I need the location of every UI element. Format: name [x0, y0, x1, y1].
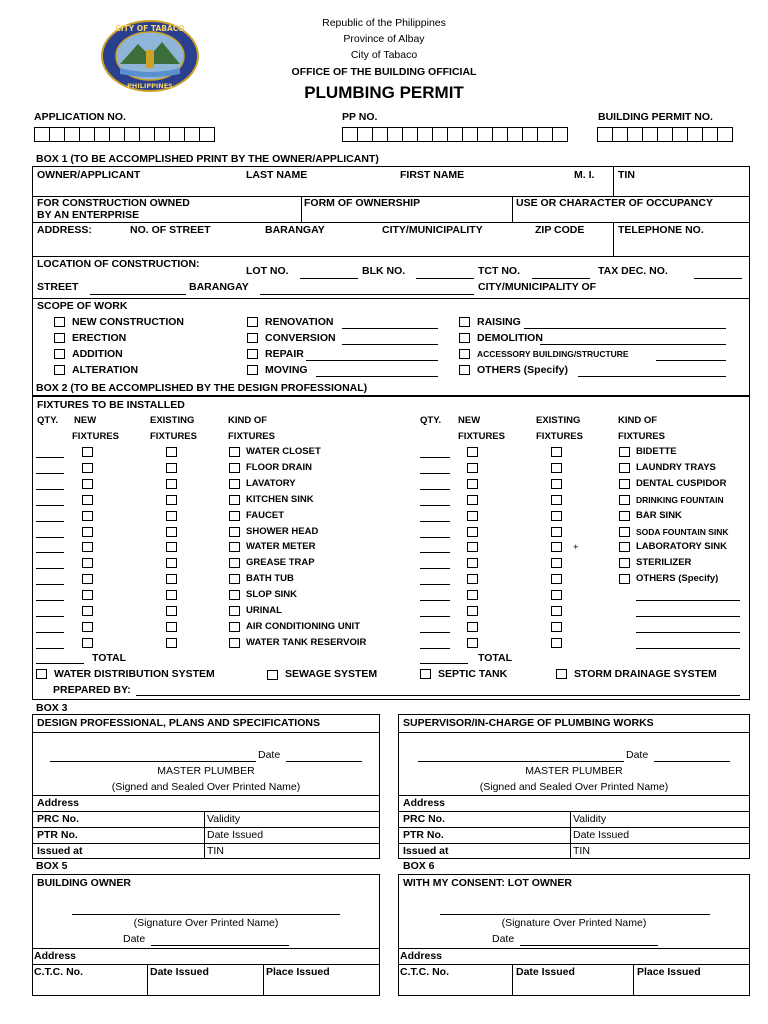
kind-fixture-checkbox-right[interactable] [619, 479, 630, 489]
kind-fixture-checkbox-left[interactable] [229, 447, 240, 457]
qty-field-right[interactable] [420, 521, 450, 522]
plus-mark: + [573, 542, 579, 553]
page-title: PLUMBING PERMIT [304, 83, 464, 102]
erection-checkbox[interactable] [54, 333, 65, 343]
fixtures-heading: FIXTURES TO BE INSTALLED [37, 399, 185, 411]
prepared-by-label: PREPARED BY: [53, 684, 131, 696]
barangay2-label: BARANGAY [189, 281, 249, 293]
box5-date-issued: Date Issued [150, 966, 209, 978]
existing-fixture-checkbox-left[interactable] [166, 511, 177, 521]
kind-fixture-checkbox-left[interactable] [229, 590, 240, 600]
box3-left-title: DESIGN PROFESSIONAL, PLANS AND SPECIFICATIONS [37, 717, 320, 729]
kind-fixture-checkbox-left[interactable] [229, 574, 240, 584]
tct-no-label: TCT NO. [478, 265, 520, 277]
fixture-label-right: SODA FOUNTAIN SINK [636, 527, 729, 537]
qty-field-right[interactable] [420, 616, 450, 617]
existing-fixture-checkbox-left[interactable] [166, 542, 177, 552]
new-fixture-checkbox-left[interactable] [82, 622, 93, 632]
storm-drainage-checkbox[interactable] [556, 669, 567, 679]
fixture-label-right: BIDETTE [636, 446, 677, 457]
fixture-label-left: WATER METER [246, 541, 316, 552]
box5-title: BUILDING OWNER [37, 877, 131, 889]
box3-right-signed-sealed: (Signed and Sealed Over Printed Name) [479, 781, 669, 793]
kind-fixture-checkbox-left[interactable] [229, 542, 240, 552]
box3-right-prc: PRC No. [403, 813, 445, 825]
fixture-label-left: URINAL [246, 605, 282, 616]
box6-place-issued: Place Issued [637, 966, 701, 978]
qty-field-right[interactable] [420, 537, 450, 538]
blk-no-field[interactable] [416, 278, 474, 279]
new-fixture-checkbox-right[interactable] [467, 463, 478, 473]
box3-right-validity: Validity [573, 813, 607, 825]
barangay2-field[interactable] [260, 294, 474, 295]
existing-fixture-checkbox-right[interactable] [551, 527, 562, 537]
new-fixture-checkbox-left[interactable] [82, 542, 93, 552]
existing-fixture-checkbox-left[interactable] [166, 638, 177, 648]
qty-field-left[interactable] [36, 600, 64, 601]
septic-tank-label: SEPTIC TANK [438, 668, 508, 680]
qty-field-right[interactable] [420, 632, 450, 633]
new-fixture-checkbox-left[interactable] [82, 495, 93, 505]
qty-field-right[interactable] [420, 552, 450, 553]
box5-ctc-no: C.T.C. No. [34, 966, 83, 978]
existing-fixture-checkbox-left[interactable] [166, 495, 177, 505]
new-fixture-checkbox-right[interactable] [467, 527, 478, 537]
qty-field-left[interactable] [36, 537, 64, 538]
box3-left-validity: Validity [207, 813, 241, 825]
box3-left-prc: PRC No. [37, 813, 79, 825]
lot-no-label: LOT NO. [246, 265, 289, 277]
kind-fixture-checkbox-right[interactable] [619, 558, 630, 568]
box3-right-issued-at: Issued at [403, 845, 449, 857]
header-republic: Republic of the Philippines [322, 17, 446, 29]
box5-sig-label: (Signature Over Printed Name) [133, 917, 279, 929]
existing-fixture-checkbox-right[interactable] [551, 558, 562, 568]
street-label: STREET [37, 281, 79, 293]
qty-field-left[interactable] [36, 584, 64, 585]
box5-address: Address [34, 950, 77, 962]
fixture-label-right: OTHERS (Specify) [636, 573, 719, 584]
new-fixture-checkbox-right[interactable] [467, 590, 478, 600]
qty-header-right: QTY. [420, 415, 442, 426]
location-label: LOCATION OF CONSTRUCTION: [37, 258, 200, 270]
qty-field-right[interactable] [420, 568, 450, 569]
box2-heading: BOX 2 (TO BE ACCOMPLISHED BY THE DESIGN PROFESSIONAL) [36, 382, 368, 394]
barangay-label: BARANGAY [265, 224, 325, 236]
header-city: City of Tabaco [350, 49, 418, 61]
kind-fixture-checkbox-right[interactable] [619, 574, 630, 584]
qty-field-left[interactable] [36, 568, 64, 569]
box5-signature-field[interactable] [72, 914, 340, 915]
box3-right-master-plumber: MASTER PLUMBER [525, 765, 623, 777]
kind-fixture-checkbox-left[interactable] [229, 527, 240, 537]
existing-fixture-checkbox-right[interactable] [551, 511, 562, 521]
fixture-label-left: BATH TUB [246, 573, 294, 584]
fixture-label-left: SHOWER HEAD [246, 526, 319, 537]
existing-header-left: EXISTING [150, 415, 195, 426]
new-fixture-checkbox-right[interactable] [467, 447, 478, 457]
new-header-right: NEW [458, 415, 481, 426]
qty-field-left[interactable] [36, 473, 64, 474]
kind-fixture-checkbox-left[interactable] [229, 622, 240, 632]
other-fixture-field-right[interactable] [636, 600, 740, 601]
moving-checkbox[interactable] [247, 365, 258, 375]
box5-heading: BOX 5 [36, 860, 68, 872]
qty-field-left[interactable] [36, 521, 64, 522]
box3-left-signed-sealed: (Signed and Sealed Over Printed Name) [111, 781, 301, 793]
box6-date-label: Date [492, 933, 515, 945]
qty-field-right[interactable] [420, 584, 450, 585]
box3-left-tin: TIN [207, 845, 224, 857]
kind-fixture-checkbox-right[interactable] [619, 495, 630, 505]
demolition-field[interactable] [540, 344, 726, 345]
box3-heading: BOX 3 [36, 702, 68, 714]
qty-header-left: QTY. [37, 415, 59, 426]
fixture-label-left: LAVATORY [246, 478, 296, 489]
new-fixture-checkbox-right[interactable] [467, 542, 478, 552]
new-fixture-checkbox-left[interactable] [82, 606, 93, 616]
existing-fixtures-header-left: FIXTURES [150, 431, 197, 442]
existing-fixture-checkbox-right[interactable] [551, 622, 562, 632]
new-construction-label: NEW CONSTRUCTION [72, 316, 184, 328]
box6-title: WITH MY CONSENT: LOT OWNER [403, 877, 572, 889]
existing-fixture-checkbox-left[interactable] [166, 590, 177, 600]
seal-icon [100, 20, 200, 92]
pp-no-label: PP NO. [342, 111, 378, 123]
fixture-label-left: AIR CONDITIONING UNIT [246, 621, 360, 632]
box3-right-date-issued: Date Issued [573, 829, 630, 841]
box3-left-issued-at: Issued at [37, 845, 83, 857]
new-fixtures-header-left: FIXTURES [72, 431, 119, 442]
repair-checkbox[interactable] [247, 349, 258, 359]
new-fixture-checkbox-left[interactable] [82, 463, 93, 473]
kind-fixture-checkbox-left[interactable] [229, 479, 240, 489]
box3-right-address: Address [403, 797, 446, 809]
new-fixture-checkbox-right[interactable] [467, 495, 478, 505]
new-header-left: NEW [74, 415, 97, 426]
fixture-label-right: DENTAL CUSPIDOR [636, 478, 727, 489]
fixture-label-left: GREASE TRAP [246, 557, 315, 568]
repair-label: REPAIR [265, 348, 304, 360]
tax-dec-label: TAX DEC. NO. [598, 265, 668, 277]
application-no-boxes[interactable] [34, 127, 214, 142]
city-municipality-label: CITY/MUNICIPALITY [382, 224, 483, 236]
new-construction-checkbox[interactable] [54, 317, 65, 327]
addition-checkbox[interactable] [54, 349, 65, 359]
demolition-checkbox[interactable] [459, 333, 470, 343]
qty-field-left[interactable] [36, 505, 64, 506]
box3-right-tin: TIN [573, 845, 590, 857]
fixture-label-left: FAUCET [246, 510, 284, 521]
existing-fixture-checkbox-left[interactable] [166, 574, 177, 584]
existing-fixture-checkbox-left[interactable] [166, 606, 177, 616]
kind-fixture-checkbox-left[interactable] [229, 606, 240, 616]
existing-fixture-checkbox-right[interactable] [551, 590, 562, 600]
box3-left-ptr: PTR No. [37, 829, 78, 841]
other-fixture-field-right[interactable] [636, 632, 740, 633]
existing-fixture-checkbox-right[interactable] [551, 463, 562, 473]
box5-date-field[interactable] [151, 945, 289, 946]
raising-field[interactable] [524, 328, 726, 329]
building-permit-no-boxes[interactable] [597, 127, 732, 142]
existing-header-right: EXISTING [536, 415, 581, 426]
new-fixture-checkbox-right[interactable] [467, 606, 478, 616]
alteration-label: ALTERATION [72, 364, 139, 376]
raising-label: RAISING [477, 316, 521, 328]
existing-fixture-checkbox-left[interactable] [166, 479, 177, 489]
accessory-field[interactable] [656, 360, 726, 361]
tin-label: TIN [618, 169, 635, 181]
for-construction-label-1: FOR CONSTRUCTION OWNED [37, 197, 190, 209]
moving-label: MOVING [265, 364, 308, 376]
tax-dec-field[interactable] [694, 278, 742, 279]
existing-fixtures-header-right: FIXTURES [536, 431, 583, 442]
kind-fixtures-header-left: FIXTURES [228, 431, 275, 442]
box6-date-issued: Date Issued [516, 966, 575, 978]
qty-field-left[interactable] [36, 616, 64, 617]
qty-field-left[interactable] [36, 648, 64, 649]
kind-header-left: KIND OF [228, 415, 268, 426]
alteration-checkbox[interactable] [54, 365, 65, 375]
renovation-label: RENOVATION [265, 316, 334, 328]
qty-field-left[interactable] [36, 489, 64, 490]
new-fixture-checkbox-left[interactable] [82, 590, 93, 600]
box6-sig-label: (Signature Over Printed Name) [501, 917, 647, 929]
fixture-label-right: LABORATORY SINK [636, 541, 727, 552]
fixture-label-left: SLOP SINK [246, 589, 298, 600]
box3-left-signature-field[interactable] [50, 761, 256, 762]
raising-checkbox[interactable] [459, 317, 470, 327]
new-fixture-checkbox-left[interactable] [82, 527, 93, 537]
box3-left-master-plumber: MASTER PLUMBER [157, 765, 255, 777]
box3-right-ptr: PTR No. [403, 829, 444, 841]
box3-right-title: SUPERVISOR/IN-CHARGE OF PLUMBING WORKS [403, 717, 654, 729]
box6-date-field[interactable] [520, 945, 658, 946]
sewage-system-label: SEWAGE SYSTEM [285, 668, 378, 680]
prepared-by-field[interactable] [136, 695, 740, 696]
qty-field-right[interactable] [420, 489, 450, 490]
qty-field-left[interactable] [36, 552, 64, 553]
existing-fixture-checkbox-right[interactable] [551, 447, 562, 457]
mi-label: M. I. [574, 169, 595, 181]
box3-right-date-field[interactable] [654, 761, 730, 762]
storm-drainage-label: STORM DRAINAGE SYSTEM [574, 668, 717, 680]
existing-fixture-checkbox-right[interactable] [551, 495, 562, 505]
renovation-field[interactable] [342, 328, 438, 329]
septic-tank-checkbox[interactable] [420, 669, 431, 679]
existing-fixture-checkbox-right[interactable] [551, 638, 562, 648]
kind-fixture-checkbox-right[interactable] [619, 463, 630, 473]
box5-date-label: Date [123, 933, 146, 945]
new-fixture-checkbox-left[interactable] [82, 479, 93, 489]
accessory-checkbox[interactable] [459, 349, 470, 359]
conversion-checkbox[interactable] [247, 333, 258, 343]
existing-fixture-checkbox-right[interactable] [551, 479, 562, 489]
others-scope-label: OTHERS (Specify) [477, 364, 569, 376]
new-fixtures-header-right: FIXTURES [458, 431, 505, 442]
blk-no-label: BLK NO. [362, 265, 406, 277]
new-fixture-checkbox-left[interactable] [82, 511, 93, 521]
total-right-field[interactable] [420, 663, 468, 664]
new-fixture-checkbox-right[interactable] [467, 638, 478, 648]
fixture-label-right: DRINKING FOUNTAIN [636, 495, 724, 505]
box3-left-address: Address [37, 797, 80, 809]
first-name-label: FIRST NAME [400, 169, 465, 181]
form-of-ownership-label: FORM OF OWNERSHIP [304, 197, 421, 209]
for-construction-label-2: BY AN ENTERPRISE [37, 209, 140, 221]
kind-fixture-checkbox-left[interactable] [229, 638, 240, 648]
new-fixture-checkbox-right[interactable] [467, 479, 478, 489]
others-scope-field[interactable] [578, 376, 726, 377]
kind-fixture-checkbox-left[interactable] [229, 495, 240, 505]
kind-fixture-checkbox-right[interactable] [619, 511, 630, 521]
conversion-field[interactable] [342, 344, 438, 345]
qty-field-right[interactable] [420, 457, 450, 458]
new-fixture-checkbox-left[interactable] [82, 574, 93, 584]
box3-right-signature-field[interactable] [418, 761, 624, 762]
kind-header-right: KIND OF [618, 415, 658, 426]
repair-field[interactable] [306, 360, 438, 361]
telephone-label: TELEPHONE NO. [618, 224, 704, 236]
new-fixture-checkbox-left[interactable] [82, 558, 93, 568]
renovation-checkbox[interactable] [247, 317, 258, 327]
new-fixture-checkbox-right[interactable] [467, 574, 478, 584]
last-name-label: LAST NAME [246, 169, 308, 181]
new-fixture-checkbox-right[interactable] [467, 622, 478, 632]
kind-fixture-checkbox-left[interactable] [229, 511, 240, 521]
new-fixture-checkbox-left[interactable] [82, 638, 93, 648]
kind-fixture-checkbox-right[interactable] [619, 527, 630, 537]
qty-field-right[interactable] [420, 473, 450, 474]
box1-heading: BOX 1 (TO BE ACCOMPLISHED PRINT BY THE OWNER/APPLICANT) [36, 153, 379, 165]
new-fixture-checkbox-left[interactable] [82, 447, 93, 457]
application-no-label: APPLICATION NO. [34, 111, 126, 123]
others-scope-checkbox[interactable] [459, 365, 470, 375]
water-distribution-label: WATER DISTRIBUTION SYSTEM [54, 668, 215, 680]
existing-fixture-checkbox-right[interactable] [551, 606, 562, 616]
conversion-label: CONVERSION [265, 332, 336, 344]
box3-left-date-label: Date [258, 749, 281, 761]
qty-field-left[interactable] [36, 632, 64, 633]
kind-fixtures-header-right: FIXTURES [618, 431, 665, 442]
new-fixture-checkbox-right[interactable] [467, 558, 478, 568]
other-fixture-field-right[interactable] [636, 648, 740, 649]
existing-fixture-checkbox-right[interactable] [551, 574, 562, 584]
qty-field-right[interactable] [420, 648, 450, 649]
no-of-street-label: NO. OF STREET [130, 224, 211, 236]
existing-fixture-checkbox-left[interactable] [166, 463, 177, 473]
address-label: ADDRESS: [37, 224, 92, 236]
svg-text:PHILIPPINES: PHILIPPINES [127, 82, 173, 90]
svg-text:CITY OF TABACO: CITY OF TABACO [115, 24, 185, 33]
qty-field-right[interactable] [420, 600, 450, 601]
kind-fixture-checkbox-right[interactable] [619, 447, 630, 457]
sewage-system-checkbox[interactable] [267, 670, 278, 680]
building-permit-no-label: BUILDING PERMIT NO. [598, 111, 713, 123]
fixture-label-right: STERILIZER [636, 557, 692, 568]
box6-heading: BOX 6 [403, 860, 435, 872]
fixture-label-right: BAR SINK [636, 510, 682, 521]
scope-heading: SCOPE OF WORK [37, 300, 128, 312]
zip-code-label: ZIP CODE [535, 224, 585, 236]
fixture-label-left: WATER CLOSET [246, 446, 321, 457]
box6-ctc-no: C.T.C. No. [400, 966, 449, 978]
lot-no-field[interactable] [300, 278, 358, 279]
existing-fixture-checkbox-left[interactable] [166, 558, 177, 568]
box6-address: Address [400, 950, 443, 962]
demolition-label: DEMOLITION [477, 332, 543, 344]
total-left-field[interactable] [36, 663, 84, 664]
box3-left-date-issued: Date Issued [207, 829, 264, 841]
addition-label: ADDITION [72, 348, 123, 360]
moving-field[interactable] [316, 376, 438, 377]
existing-fixture-checkbox-left[interactable] [166, 527, 177, 537]
qty-field-right[interactable] [420, 505, 450, 506]
fixture-label-left: FLOOR DRAIN [246, 462, 312, 473]
existing-fixture-checkbox-right[interactable] [551, 542, 562, 552]
street-field[interactable] [90, 294, 186, 295]
fixture-label-left: KITCHEN SINK [246, 494, 314, 505]
fixture-label-right: LAUNDRY TRAYS [636, 462, 716, 473]
qty-field-left[interactable] [36, 457, 64, 458]
existing-fixture-checkbox-left[interactable] [166, 447, 177, 457]
tct-no-field[interactable] [532, 278, 590, 279]
box6-signature-field[interactable] [440, 914, 710, 915]
header-office: OFFICE OF THE BUILDING OFFICIAL [291, 66, 477, 78]
total-left-label: TOTAL [92, 652, 127, 664]
kind-fixture-checkbox-left[interactable] [229, 463, 240, 473]
accessory-label: ACCESSORY BUILDING/STRUCTURE [477, 349, 629, 359]
erection-label: ERECTION [72, 332, 127, 344]
use-character-label: USE OR CHARACTER OF OCCUPANCY [516, 197, 713, 209]
box3-left-date-field[interactable] [286, 761, 362, 762]
other-fixture-field-right[interactable] [636, 616, 740, 617]
kind-fixture-checkbox-left[interactable] [229, 558, 240, 568]
new-fixture-checkbox-right[interactable] [467, 511, 478, 521]
box3-right-date-label: Date [626, 749, 649, 761]
total-right-label: TOTAL [478, 652, 513, 664]
water-distribution-checkbox[interactable] [36, 669, 47, 679]
owner-applicant-label: OWNER/APPLICANT [37, 169, 141, 181]
fixture-label-left: WATER TANK RESERVOIR [246, 637, 367, 648]
city-seal [100, 20, 200, 92]
box5-place-issued: Place Issued [266, 966, 330, 978]
pp-no-boxes[interactable] [342, 127, 567, 142]
kind-fixture-checkbox-right[interactable] [619, 542, 630, 552]
city-mun-of-label: CITY/MUNICIPALITY OF [478, 281, 597, 293]
existing-fixture-checkbox-left[interactable] [166, 622, 177, 632]
header-province: Province of Albay [343, 33, 425, 45]
